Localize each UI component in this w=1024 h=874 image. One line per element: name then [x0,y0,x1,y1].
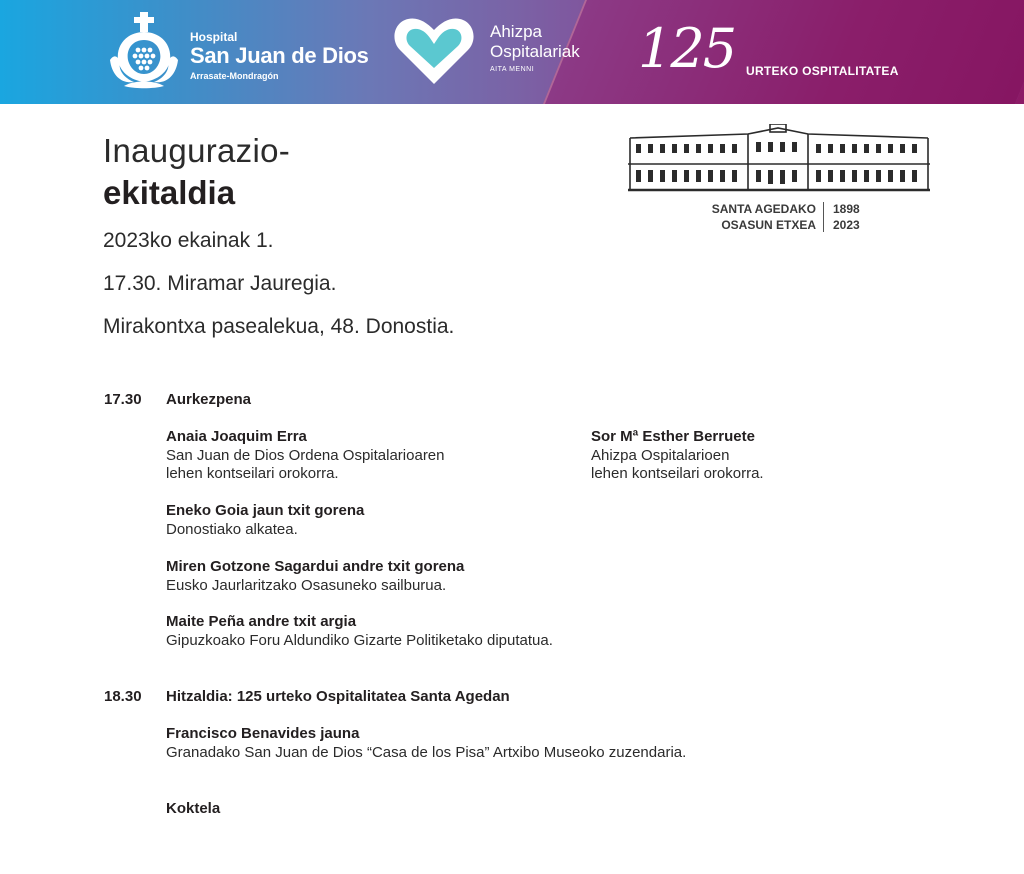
ahizpa-logo-line1: Ahizpa [490,22,542,41]
building-year-start: 1898 [833,202,860,216]
speaker-3-name: Eneko Goia jaun txit gorena [166,502,365,519]
speaker-5-name: Maite Peña andre txit argia [166,613,357,630]
speaker-1-role-line1: San Juan de Dios Ordena Ospitalarioaren [166,446,445,464]
ahizpa-logo-text [490,22,580,73]
hospital-logo-name: San Juan de Dios [190,43,369,68]
event-date: 2023ko ekainak 1. [103,229,274,252]
hospital-logo-small: Hospital [190,30,238,44]
speaker-2 [591,428,764,484]
event-time-place: 17.30. Miramar Jauregia. [103,272,337,295]
speaker-1-role-line2: lehen kontseilari orokorra. [166,465,339,482]
banner-diagonal-panel [543,0,1024,104]
anniversary-tagline: URTEKO OSPITALITATEA [746,64,899,78]
building-caption-years [833,201,860,233]
closing-item: Koktela [166,800,221,817]
page-title [103,130,290,214]
anniversary-number: 125 [638,17,736,80]
speaker-3-role-line1: Donostiako alkatea. [166,520,298,538]
session2-time: 18.30 [104,688,142,705]
building-caption-left [692,201,816,233]
speaker-1 [166,428,445,484]
speaker-2-name: Sor Mª Esther Berruete [591,428,755,445]
session1-title: Aurkezpena [166,391,252,408]
event-address: Mirakontxa pasealekua, 48. Donostia. [103,315,455,338]
speaker-2-role-line2: lehen kontseilari orokorra. [591,465,764,482]
hospital-logo-text [190,30,369,82]
title-line1: Inaugurazio- [103,132,291,169]
ahizpa-logo-line2: Ospitalariak [490,42,580,61]
session1-time: 17.30 [104,391,142,408]
ahizpa-logo-sub: AITA MENNI [490,66,535,73]
heart-logo-icon [392,14,476,88]
speaker-1-name: Anaia Joaquim Erra [166,428,307,445]
building-caption-line2: OSASUN ETXEA [721,218,816,232]
speaker-3 [166,502,364,539]
speaker-5-role-line1: Gipuzkoako Foru Aldundiko Gizarte Politiketako diputatua. [166,631,553,649]
event-info [103,227,454,356]
speaker-6-name: Francisco Benavides jauna [166,725,360,742]
speaker-4 [166,558,464,595]
speaker-4-name: Miren Gotzone Sagardui andre txit gorena [166,558,465,575]
building-illustration-icon [628,124,930,194]
speaker-6 [166,725,686,762]
hospital-logo-sub: Arrasate-Mondragón [190,71,279,81]
title-line2: ekitaldia [103,174,236,211]
speaker-2-role-line1: Ahizpa Ospitalarioen [591,446,730,464]
building-year-end: 2023 [833,218,860,232]
building-caption-line1: SANTA AGEDAKO [711,202,816,216]
speaker-4-role-line1: Eusko Jaurlaritzako Osasuneko sailburua. [166,576,447,594]
speaker-5 [166,613,553,650]
speaker-6-role-line1: Granadako San Juan de Dios “Casa de los Pisa” Artxibo Museoko zuzendaria. [166,743,687,761]
header-banner [0,0,1024,104]
building-caption-divider [823,202,824,232]
hospital-emblem-icon [104,10,184,90]
anniversary-logo [638,17,899,80]
session2-title: Hitzaldia: 125 urteko Ospitalitatea Santa Agedan [166,688,510,705]
